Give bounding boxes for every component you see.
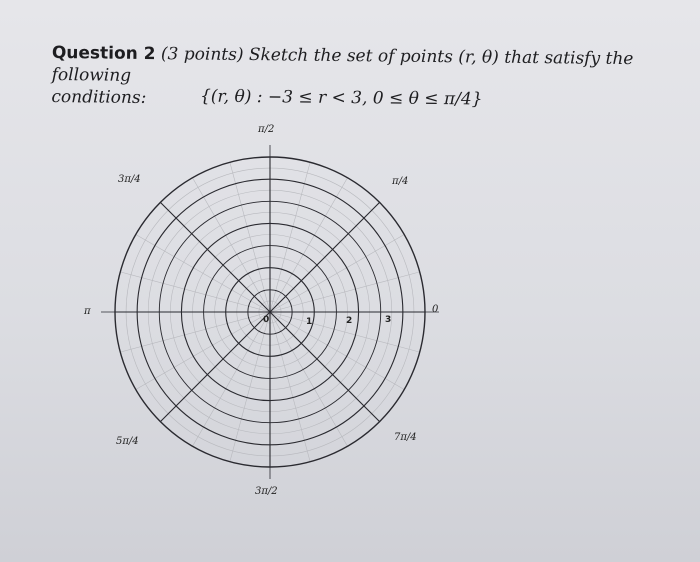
fine-radial-line — [120, 272, 270, 312]
set-expression: {(r, θ) : −3 ≤ r < 3, 0 ≤ θ ≤ π/4} — [199, 86, 483, 110]
fine-radial-line — [270, 312, 420, 352]
grid-axis-line — [160, 202, 270, 312]
fine-radial-line — [230, 312, 270, 462]
fine-radial-line — [270, 312, 348, 446]
angle-label-pi-2: π/2 — [258, 124, 275, 135]
angle-label-3pi-2: 3π/2 — [255, 486, 278, 497]
fine-radial-line — [270, 178, 348, 312]
fine-radial-line — [136, 312, 270, 390]
angle-label-5pi-4: 5π/4 — [116, 436, 139, 447]
question-label: Question 2 — [51, 42, 156, 65]
grid-axis-line — [270, 202, 380, 312]
fine-radial-line — [270, 162, 310, 312]
fine-radial-line — [270, 312, 313, 462]
radius-label-3: 3 — [385, 315, 392, 325]
question-prompt-cont: conditions: — [51, 86, 147, 108]
radius-label-0: 0 — [263, 315, 270, 325]
angle-label-3pi-4: 3π/4 — [118, 174, 141, 185]
main-grid-lines — [101, 145, 439, 479]
fine-radial-line — [136, 235, 270, 313]
radius-label-2: 2 — [346, 316, 353, 326]
fine-radial-line — [193, 312, 271, 446]
fine-radial-line — [230, 162, 270, 312]
angle-label-7pi-4: 7π/4 — [394, 432, 417, 443]
fine-radial-line — [270, 272, 420, 312]
grid-axis-line — [160, 312, 270, 422]
question-prompt: (3 points) Sketch the set of points (r, θ) that satisfy the following — [51, 44, 634, 86]
radius-label-1: 1 — [306, 317, 313, 327]
grid-axis-line — [270, 312, 380, 422]
angle-label-pi: π — [84, 306, 91, 317]
fine-radial-line — [193, 178, 271, 312]
fine-radial-line — [270, 235, 404, 313]
fine-radial-line — [120, 312, 270, 352]
angle-label-0: 0 — [432, 304, 439, 315]
angle-label-pi-4: π/4 — [392, 176, 409, 187]
